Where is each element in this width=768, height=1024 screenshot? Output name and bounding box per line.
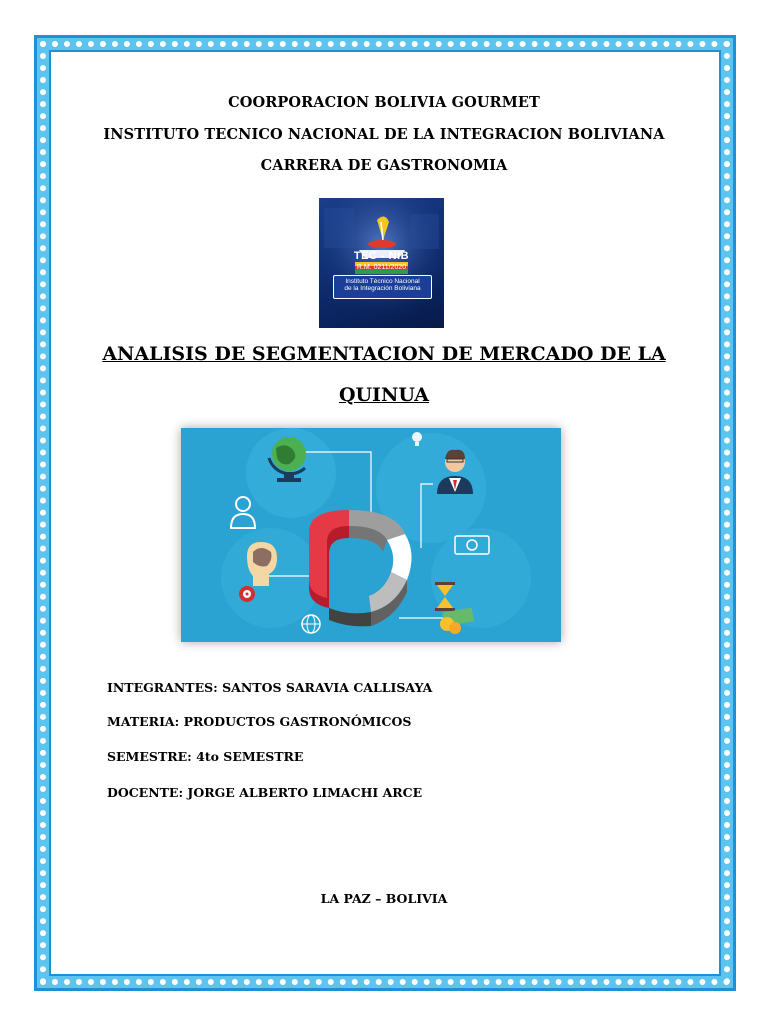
market-segmentation-illustration xyxy=(181,428,561,642)
info-docente: DOCENTE: JORGE ALBERTO LIMACHI ARCE xyxy=(107,785,423,800)
logo-name-line1: Instituto Técnico Nacional xyxy=(345,278,420,285)
header-corporation: COORPORACION BOLIVIA GOURMET xyxy=(228,94,540,111)
document-title-line2: QUINUA xyxy=(338,384,430,406)
info-semestre: SEMESTRE: 4to SEMESTRE xyxy=(107,749,304,764)
institute-logo xyxy=(319,198,444,328)
footer-location: LA PAZ – BOLIVIA xyxy=(320,891,448,906)
header-institute: INSTITUTO TECNICO NACIONAL DE LA INTEGRACION BOLIVIANA xyxy=(103,126,665,143)
info-materia: MATERIA: PRODUCTOS GASTRONÓMICOS xyxy=(107,714,412,729)
document-title-line1: ANALISIS DE SEGMENTACION DE MERCADO DE LA xyxy=(102,343,666,365)
info-integrantes: INTEGRANTES: SANTOS SARAVIA CALLISAYA xyxy=(107,680,433,695)
logo-resolution-text: R.M. 0211/2020 xyxy=(356,264,407,271)
header-career: CARRERA DE GASTRONOMIA xyxy=(260,157,508,174)
logo-name-line2: de la Integración Boliviana xyxy=(344,285,421,292)
logo-graphic xyxy=(319,198,444,328)
logo-name-badge xyxy=(333,275,432,299)
logo-brand-text: TEC - NIB xyxy=(353,250,410,262)
segmentation-graphic xyxy=(181,428,561,642)
